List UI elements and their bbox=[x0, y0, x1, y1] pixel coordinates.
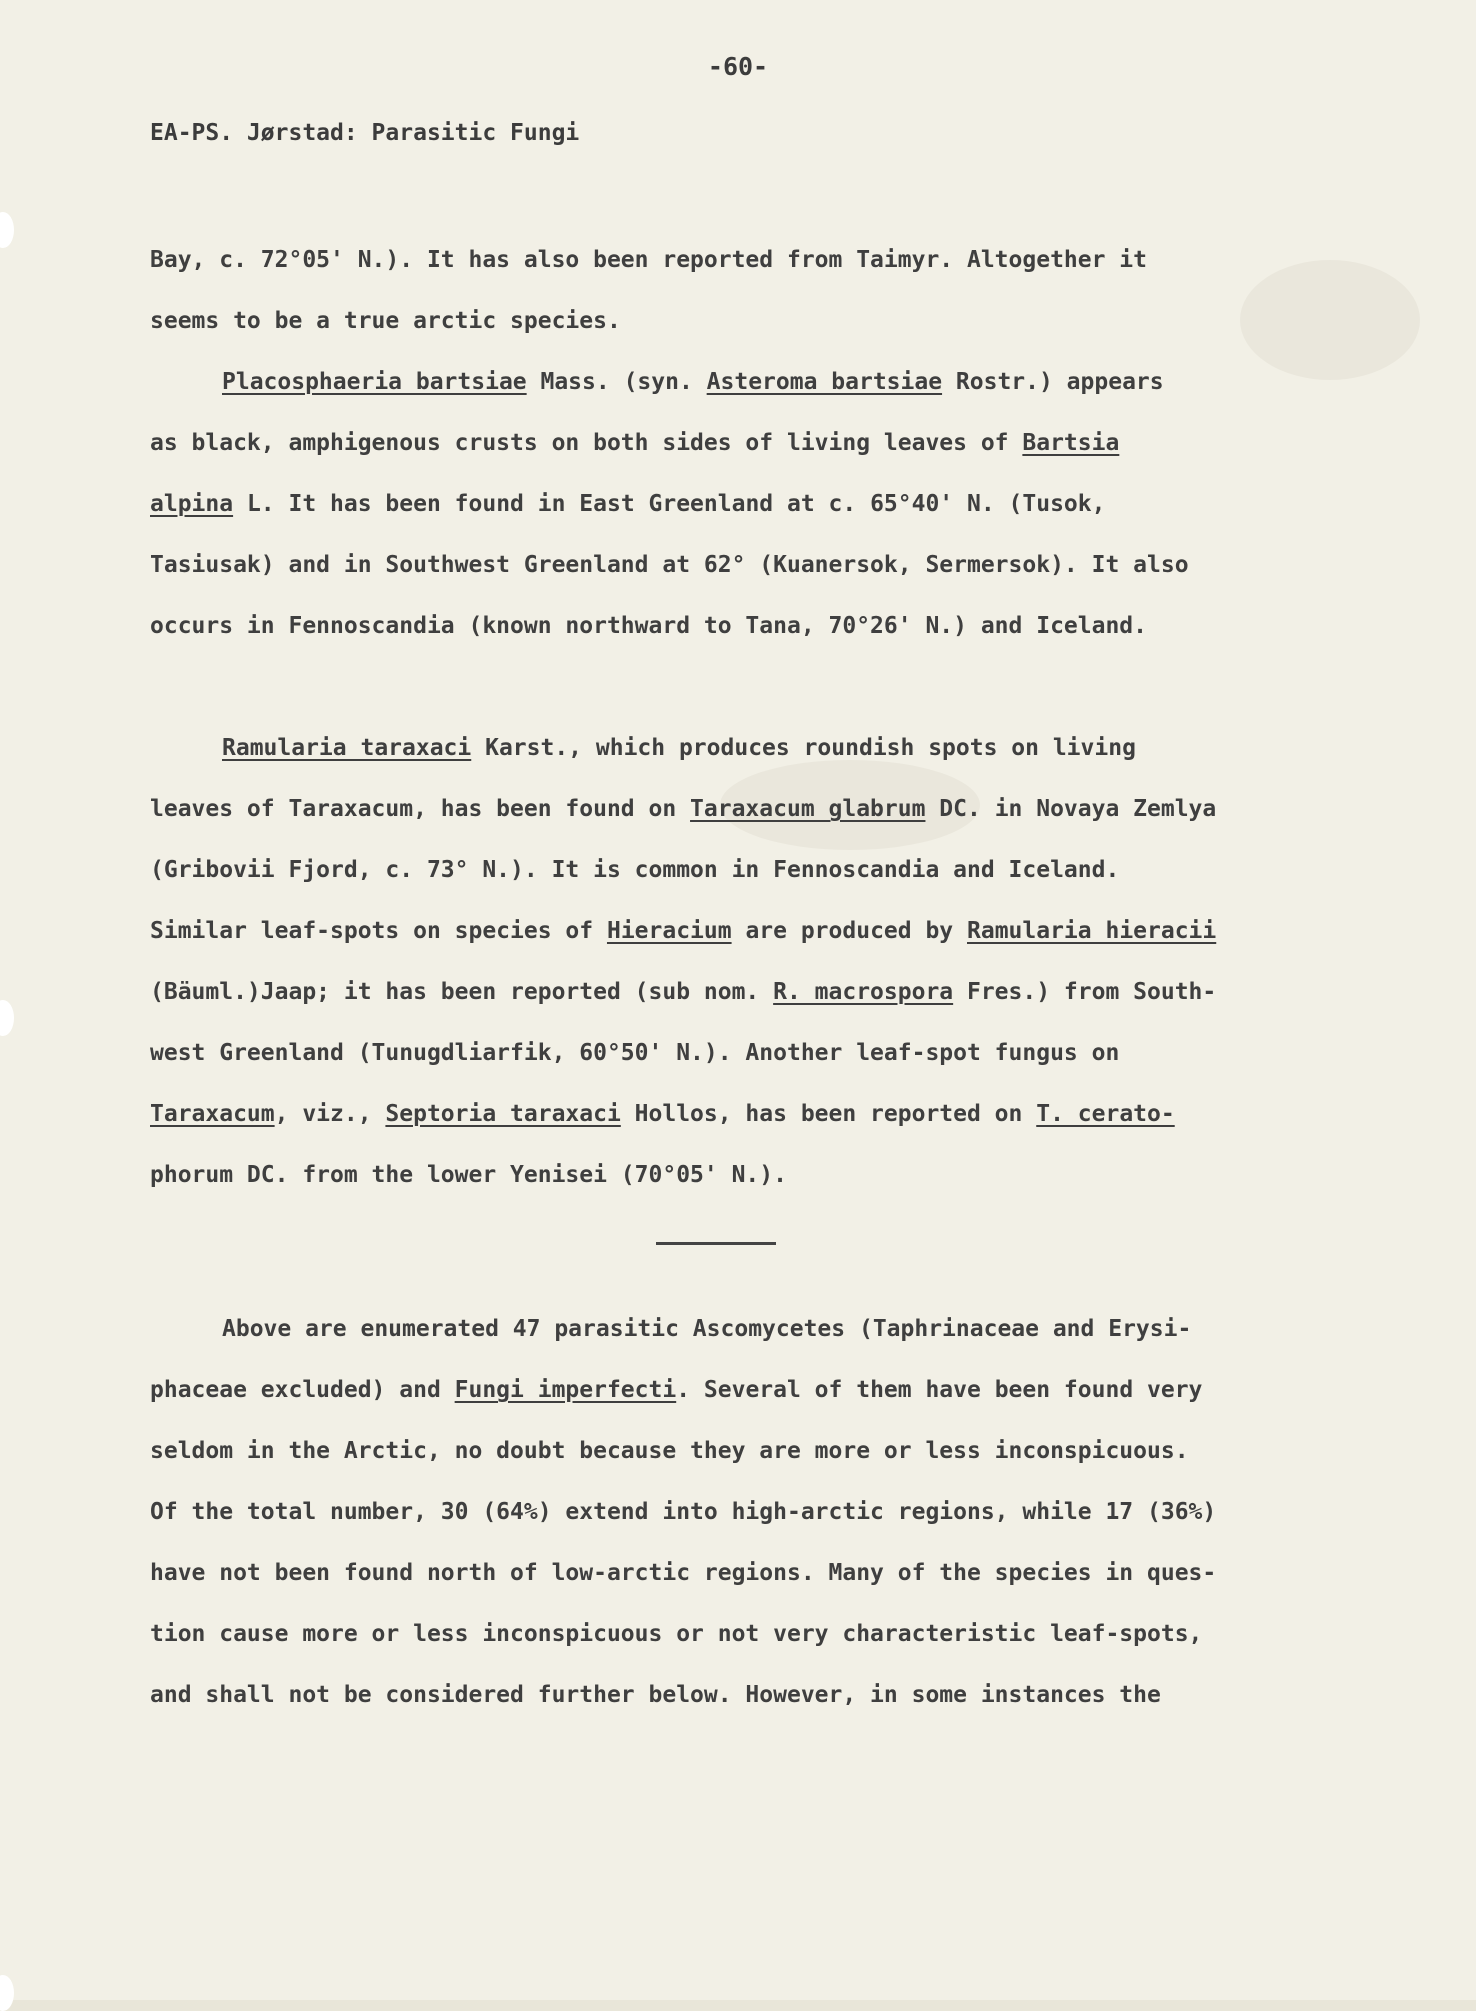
paragraph-p2 bbox=[150, 352, 1340, 657]
text-run: Fres.) from South- bbox=[953, 979, 1217, 1005]
punch-hole bbox=[0, 1000, 14, 1036]
paragraph-p1 bbox=[150, 230, 1340, 352]
taxon-name: Ramularia hieracii bbox=[967, 918, 1217, 944]
text-line bbox=[150, 230, 1340, 291]
text-line bbox=[150, 1604, 1340, 1665]
text-run: L. It has been found in East Greenland at c. 65°40' N. (Tusok, bbox=[233, 491, 1106, 517]
text-line bbox=[150, 840, 1340, 901]
text-run: occurs in Fennoscandia (known northward to Tana, 70°26' N.) and Iceland. bbox=[150, 613, 1147, 639]
text-line bbox=[150, 1421, 1340, 1482]
text-line bbox=[150, 1084, 1340, 1145]
section-divider-rule bbox=[656, 1242, 776, 1245]
text-run: (Gribovii Fjord, c. 73° N.). It is common in Fennoscandia and Iceland. bbox=[150, 857, 1120, 883]
text-line bbox=[150, 779, 1340, 840]
text-run: west Greenland (Tunugdliarfik, 60°50' N.). Another leaf-spot fungus on bbox=[150, 1040, 1120, 1066]
taxon-name: T. cerato- bbox=[1036, 1101, 1175, 1127]
paragraph-p3 bbox=[150, 718, 1340, 1206]
text-run: seems to be a true arctic species. bbox=[150, 308, 621, 334]
text-line bbox=[150, 1543, 1340, 1604]
taxon-name: alpina bbox=[150, 491, 234, 517]
taxon-name: Taraxacum glabrum bbox=[690, 796, 926, 822]
text-run: leaves of Taraxacum, has been found on bbox=[150, 796, 691, 822]
text-run: are produced by bbox=[731, 918, 967, 944]
text-run: Rostr.) appears bbox=[942, 369, 1164, 395]
text-run: , viz., bbox=[274, 1101, 386, 1127]
text-run: Hollos, has been reported on bbox=[620, 1101, 1037, 1127]
text-run: . Several of them have been found very bbox=[676, 1377, 1203, 1403]
text-line bbox=[150, 291, 1340, 352]
text-line bbox=[150, 474, 1340, 535]
taxon-name: R. macrospora bbox=[773, 979, 954, 1005]
text-run: Bay, c. 72°05' N.). It has also been reported from Taimyr. Altogether it bbox=[150, 247, 1147, 273]
taxon-name: Fungi imperfecti bbox=[454, 1377, 677, 1403]
text-line bbox=[150, 718, 1340, 779]
text-line bbox=[150, 596, 1340, 657]
running-head: EA-PS. Jørstad: Parasitic Fungi bbox=[150, 120, 580, 146]
taxon-name: Septoria taraxaci bbox=[385, 1101, 621, 1127]
text-line bbox=[150, 413, 1340, 474]
text-line bbox=[150, 1482, 1340, 1543]
page-number: -60- bbox=[707, 52, 769, 81]
taxon-name: Taraxacum bbox=[150, 1101, 275, 1127]
text-line bbox=[150, 535, 1340, 596]
text-run: as black, amphigenous crusts on both sides of living leaves of bbox=[150, 430, 1023, 456]
text-run: Above are enumerated 47 parasitic Ascomycetes (Taphrinaceae and Erysi- bbox=[222, 1316, 1192, 1342]
text-line bbox=[150, 901, 1340, 962]
text-line bbox=[150, 1023, 1340, 1084]
taxon-name: Placosphaeria bartsiae bbox=[222, 369, 527, 395]
text-run: phaceae excluded) and bbox=[150, 1377, 455, 1403]
taxon-name: Bartsia bbox=[1022, 430, 1120, 456]
punch-hole bbox=[0, 212, 14, 248]
text-line bbox=[150, 1145, 1340, 1206]
text-line bbox=[150, 1665, 1340, 1726]
text-run: tion cause more or less inconspicuous or not very characteristic leaf-spots, bbox=[150, 1621, 1203, 1647]
document-body bbox=[150, 230, 1340, 1726]
paragraph-p4 bbox=[150, 1299, 1340, 1726]
text-run: and shall not be considered further below. However, in some instances the bbox=[150, 1682, 1161, 1708]
text-run: Similar leaf-spots on species of bbox=[150, 918, 607, 944]
taxon-name: Asteroma bartsiae bbox=[706, 369, 943, 395]
text-run: Tasiusak) and in Southwest Greenland at 62° (Kuanersok, Sermersok). It also bbox=[150, 552, 1189, 578]
text-run: have not been found north of low-arctic regions. Many of the species in ques- bbox=[150, 1560, 1217, 1586]
taxon-name: Ramularia taraxaci bbox=[222, 735, 472, 761]
taxon-name: Hieracium bbox=[606, 918, 732, 944]
text-run: Mass. (syn. bbox=[526, 369, 707, 395]
text-run: DC. in Novaya Zemlya bbox=[925, 796, 1217, 822]
text-run: Of the total number, 30 (64%) extend into high-arctic regions, while 17 (36%) bbox=[150, 1499, 1217, 1525]
text-line bbox=[150, 1299, 1340, 1360]
text-run: Karst., which produces roundish spots on living bbox=[471, 735, 1136, 761]
text-run: seldom in the Arctic, no doubt because they are more or less inconspicuous. bbox=[150, 1438, 1189, 1464]
text-run: phorum DC. from the lower Yenisei (70°05' N.). bbox=[150, 1162, 787, 1188]
text-line bbox=[150, 962, 1340, 1023]
text-line bbox=[150, 352, 1340, 413]
text-line bbox=[150, 1360, 1340, 1421]
text-run: (Bäuml.)Jaap; it has been reported (sub nom. bbox=[150, 979, 774, 1005]
punch-hole bbox=[0, 1975, 14, 2011]
